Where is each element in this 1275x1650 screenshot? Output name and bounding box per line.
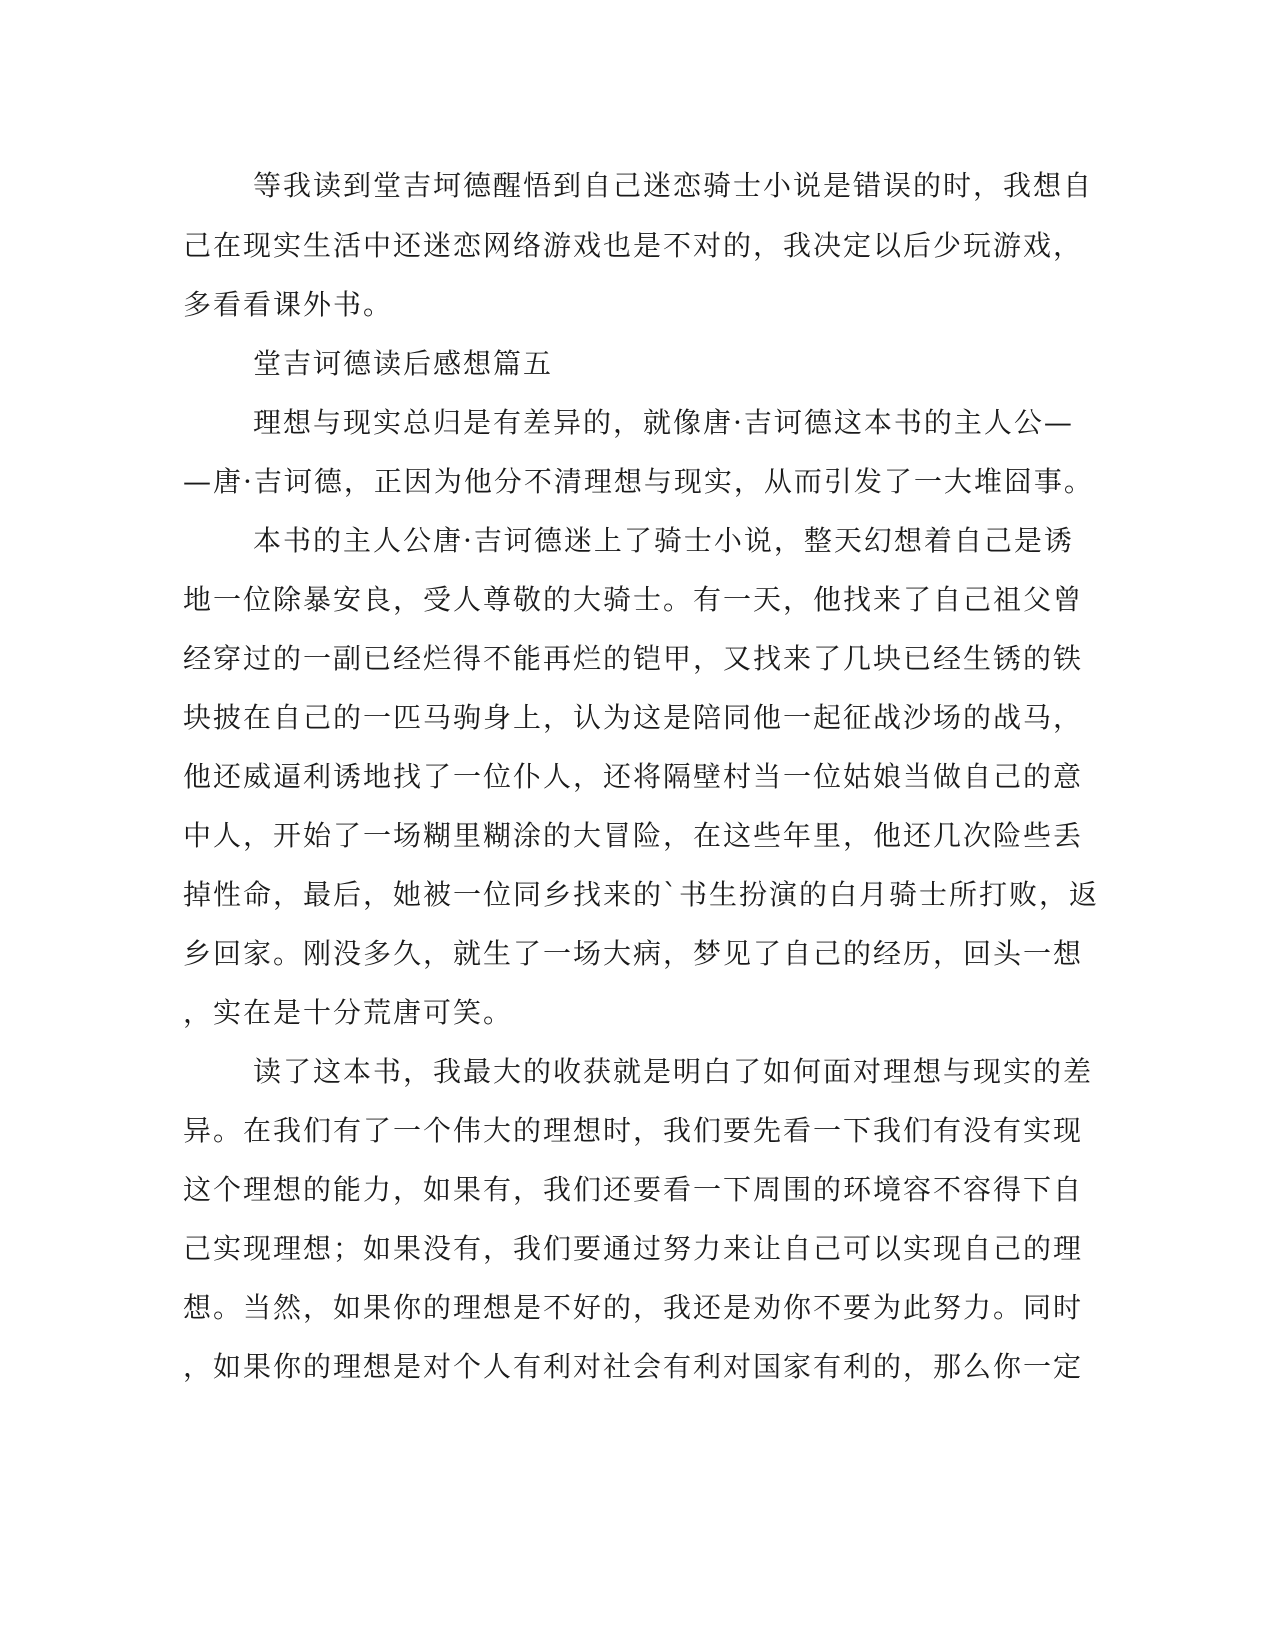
text-line: 中人，开始了一场糊里糊涂的大冒险，在这些年里，他还几次险些丢 — [183, 819, 1084, 852]
text-line: 异。在我们有了一个伟大的理想时，我们要先看一下我们有没有实现 — [183, 1114, 1084, 1147]
text-line: 等我读到堂吉坷德醒悟到自己迷恋骑士小说是错误的时，我想自 — [253, 169, 1094, 202]
section-heading: 堂吉诃德读后感想篇五 — [253, 347, 554, 380]
text-line: 多看看课外书。 — [183, 288, 394, 321]
text-line: 掉性命，最后，她被一位同乡找来的`书生扮演的白月骑士所打败，返 — [183, 878, 1100, 911]
text-line: ，如果你的理想是对个人有利对社会有利对国家有利的，那么你一定 — [183, 1350, 1084, 1383]
text-line: ，实在是十分荒唐可笑。 — [183, 996, 514, 1029]
text-line: 他还威逼利诱地找了一位仆人，还将隔壁村当一位姑娘当做自己的意 — [183, 760, 1084, 793]
text-line: 想。当然，如果你的理想是不好的，我还是劝你不要为此努力。同时 — [183, 1291, 1084, 1324]
text-line: 块披在自己的一匹马驹身上，认为这是陪同他一起征战沙场的战马， — [183, 701, 1084, 734]
text-line: 地一位除暴安良，受人尊敬的大骑士。有一天，他找来了自己祖父曾 — [183, 583, 1084, 616]
text-line: 这个理想的能力，如果有，我们还要看一下周围的环境容不容得下自 — [183, 1173, 1084, 1206]
text-line: 读了这本书，我最大的收获就是明白了如何面对理想与现实的差 — [253, 1055, 1094, 1088]
text-line: 己在现实生活中还迷恋网络游戏也是不对的，我决定以后少玩游戏， — [183, 229, 1084, 262]
text-line: 己实现理想；如果没有，我们要通过努力来让自己可以实现自己的理 — [183, 1232, 1084, 1265]
text-line: 本书的主人公唐·吉诃德迷上了骑士小说，整天幻想着自己是诱 — [253, 524, 1074, 557]
text-line: 理想与现实总归是有差异的，就像唐·吉诃德这本书的主人公— — [253, 406, 1074, 439]
text-line: 乡回家。刚没多久，就生了一场大病，梦见了自己的经历，回头一想 — [183, 937, 1084, 970]
text-line: 经穿过的一副已经烂得不能再烂的铠甲，又找来了几块已经生锈的铁 — [183, 642, 1084, 675]
text-line: —唐·吉诃德，正因为他分不清理想与现实，从而引发了一大堆囧事。 — [183, 465, 1094, 498]
